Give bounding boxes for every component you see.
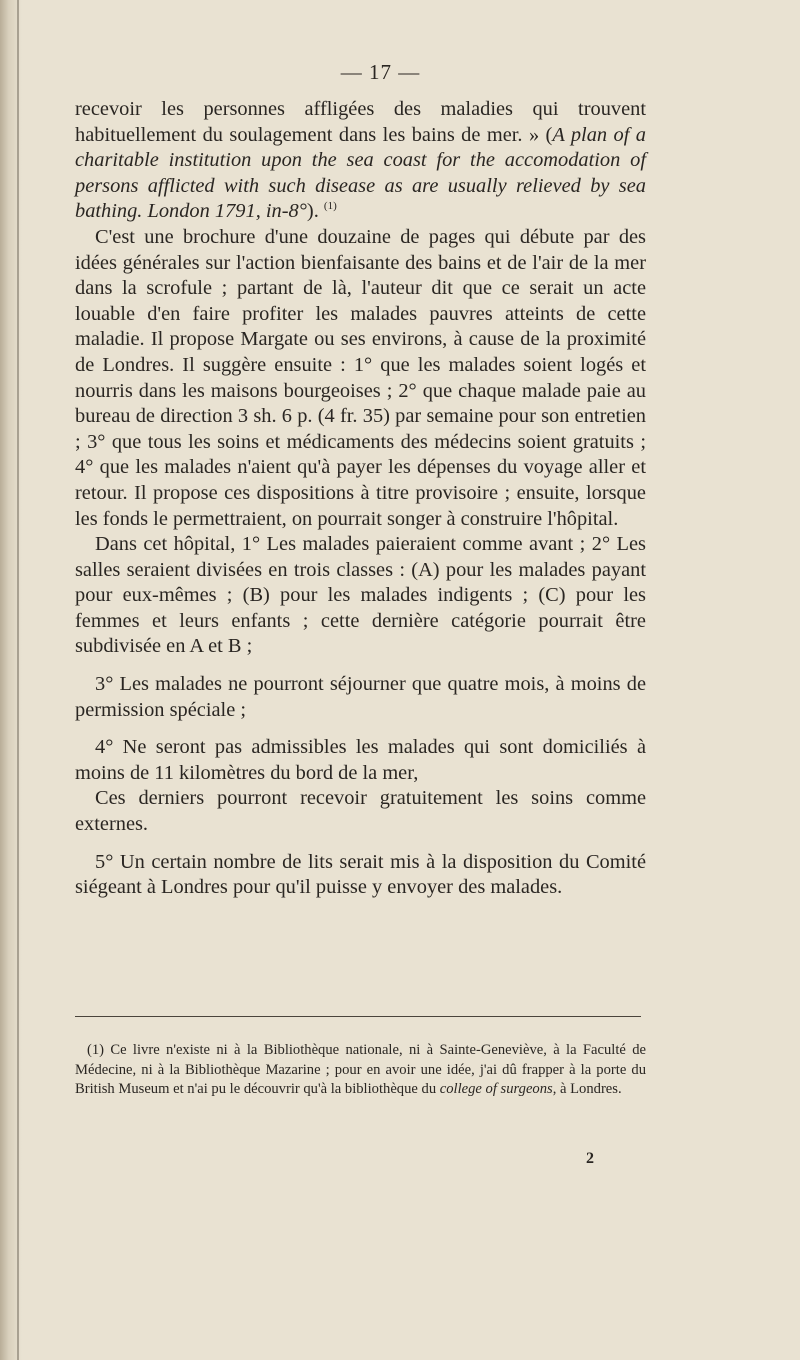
- signature-mark: 2: [586, 1150, 594, 1167]
- paragraph-4: 3° Les malades ne pourront séjourner que quatre mois, à moins de permission spéciale ;: [75, 673, 646, 721]
- paragraph-1: [75, 97, 646, 225]
- footnote-separator: [75, 1016, 641, 1017]
- paragraph-1-text-b: ).: [306, 200, 319, 223]
- page-number: — 17 —: [340, 60, 421, 84]
- paragraph-1-text-a: recevoir les personnes affligées des maladies qui trouvent habituellement du soulagement dans les bains de mer. » (: [75, 98, 646, 146]
- footnote-italic: college of surgeons: [439, 1081, 553, 1097]
- book-title-italic: A plan of a charitable institution upon the sea coast for the accomodation of persons afflicted with such disease as are usually relieved by sea bathing. London 1791, in-8°: [75, 123, 646, 223]
- paragraph-5: 4° Ne seront pas admissibles les malades qui sont domiciliés à moins de 11 kilomètres du bord de la mer,: [75, 736, 646, 784]
- footnote-text-b: , à Londres.: [552, 1081, 622, 1097]
- page-body: [75, 60, 646, 901]
- paragraph-6: Ces derniers pourront recevoir gratuitement les soins comme externes.: [75, 787, 646, 836]
- footnote-text: [75, 1041, 646, 1100]
- footnote-reference: (1): [323, 200, 337, 213]
- footnote-text-a: (1) Ce livre n'existe ni à la Bibliothèque nationale, ni à Sainte-Geneviève, à la Faculté de Médecine, ni à la Bibliothèque Mazarine ; pour en avoir une idée, j'ai dû frapper à la porte du British Museum et n'ai pu le découvrir qu'à la bibliothèque du: [75, 1042, 646, 1097]
- paragraph-3: Dans cet hôpital, 1° Les malades paieraient comme avant ; 2° Les salles seraient divisées en trois classes : (A) pour les malades payant pour eux-mêmes ; (B) pour les malades indigents ; (C) pour les femmes et leurs enfants ; cette dernière catégorie pourrait être subdivisée en A et B ;: [75, 533, 646, 658]
- paragraph-2: C'est une brochure d'une douzaine de pages qui débute par des idées générales sur l'action bienfaisante des bains et de l'air de la mer dans la scrofule ; partant de là, l'auteur dit que ce serait un acte louable d'en faire profiter les malades pauvres atteints de cette maladie. Il propose Margate ou ses environs, à cause de la proximité de Londres. Il suggère ensuite : 1° que les malades soient logés et nourris dans les maisons bourgeoises ; 2° que chaque malade paie au bureau de direction 3 sh. 6 p. (4 fr. 35) par semaine pour son entretien ; 3° que tous les soins et médicaments des médecins soient gratuits ; 4° que les malades n'aient qu'à payer les dépenses du voyage aller et retour. Il propose ces dispositions à titre provisoire ; ensuite, lorsque les fonds le permettraient, on pourrait songer à construire l'hôpital.: [75, 225, 646, 530]
- footnote: [75, 1041, 646, 1100]
- paragraph-7: 5° Un certain nombre de lits serait mis à la disposition du Comité siégeant à Londres pour qu'il puisse y envoyer des malades.: [75, 850, 646, 899]
- book-gutter-line: [17, 0, 19, 1360]
